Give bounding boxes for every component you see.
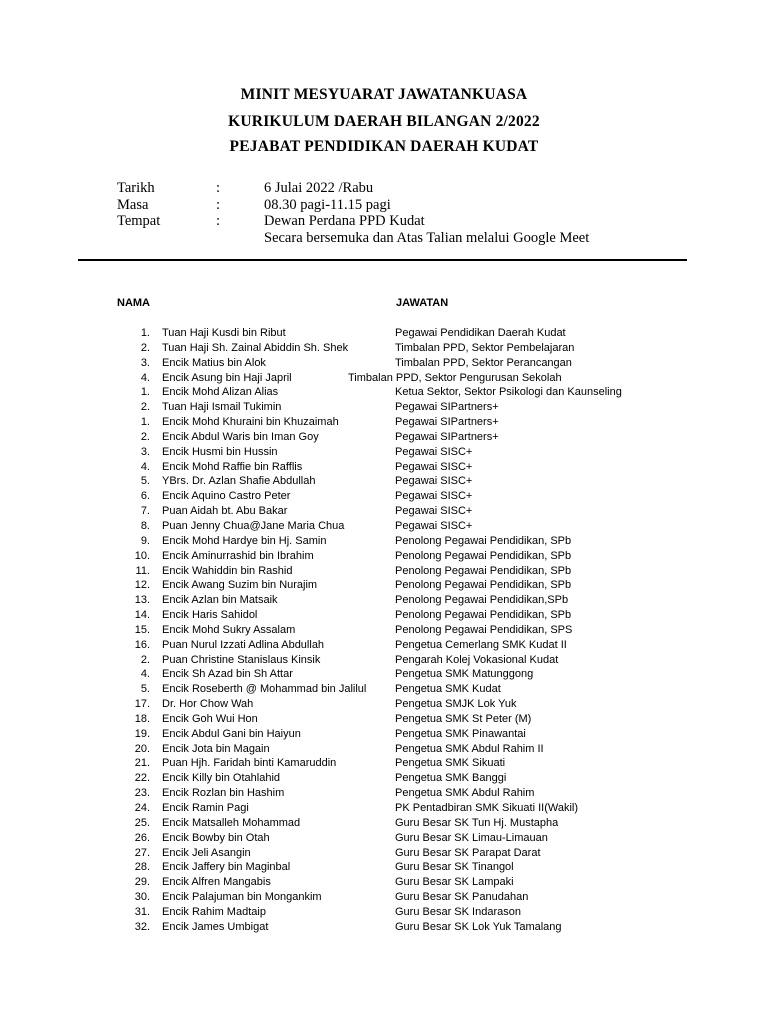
attendee-name: Encik Rahim Madtaip (162, 905, 266, 918)
row-number: 9. (140, 534, 150, 547)
row-number: 16. (134, 638, 150, 651)
list-item (0, 772, 768, 787)
list-item (0, 357, 768, 372)
list-item (0, 461, 768, 476)
row-number: 30. (134, 891, 150, 904)
attendee-name: Encik Mohd Sukry Assalam (162, 623, 296, 636)
attendee-position: Penolong Pegawai Pendidikan, SPb (395, 564, 572, 577)
attendee-position: Pengetua SMK Matunggong (395, 668, 534, 681)
date-value: 6 Julai 2022 /Rabu (264, 180, 374, 196)
row-number: 17. (134, 698, 150, 711)
attendee-position: Pegawai SISC+ (395, 505, 473, 518)
list-item (0, 817, 768, 832)
row-number: 24. (134, 802, 150, 814)
attendee-name: Encik Abdul Gani bin Haiyun (162, 727, 301, 740)
row-number: 4. (140, 460, 150, 473)
attendee-name: Encik Rozlan bin Hashim (162, 787, 285, 800)
document-title-line-3: PEJABAT PENDIDIKAN DAERAH KUDAT (229, 138, 539, 155)
document-title-line-2: KURIKULUM DAERAH BILANGAN 2/2022 (228, 113, 540, 130)
list-item (0, 757, 768, 772)
venue-label: Tempat (117, 213, 161, 229)
row-number: 23. (134, 787, 150, 800)
attendee-name: Encik Mohd Hardye bin Hj. Samin (162, 534, 327, 547)
list-item (0, 787, 768, 802)
row-number: 13. (134, 594, 150, 607)
list-item (0, 639, 768, 654)
attendee-name: Encik Aminurrashid bin Ibrahim (162, 549, 314, 562)
time-value: 08.30 pagi-11.15 pagi (264, 196, 391, 213)
attendee-position: Guru Besar SK Tinangol (395, 861, 514, 874)
row-number: 8. (140, 519, 150, 532)
attendee-name: Encik James Umbigat (162, 920, 269, 933)
row-number: 25. (134, 816, 150, 829)
row-number: 27. (134, 846, 150, 859)
list-item (0, 654, 768, 669)
attendee-position: Pegawai SISC+ (395, 460, 473, 473)
row-number: 28. (134, 861, 150, 874)
list-item (0, 416, 768, 431)
list-item (0, 743, 768, 758)
attendee-name: Encik Jeli Asangin (162, 846, 251, 859)
attendee-name: Puan Jenny Chua@Jane Maria Chua (162, 519, 345, 532)
attendee-name: Puan Hjh. Faridah binti Kamaruddin (162, 757, 337, 770)
attendee-position: Pegawai Pendidikan Daerah Kudat (395, 327, 566, 339)
attendee-position: PK Pentadbiran SMK Sikuati II(Wakil) (395, 802, 578, 814)
attendee-name: Encik Jota bin Magain (162, 742, 270, 755)
list-item (0, 668, 768, 683)
row-number: 12. (134, 579, 150, 592)
separator: : (216, 213, 221, 229)
venue-value: Dewan Perdana PPD Kudat (264, 213, 425, 229)
attendee-name: Dr. Hor Chow Wah (162, 698, 254, 711)
attendee-name: Encik Aquino Castro Peter (162, 490, 291, 503)
row-number: 4. (140, 371, 150, 384)
list-item (0, 861, 768, 876)
row-number: 1. (140, 327, 150, 339)
row-number: 5. (140, 475, 150, 488)
attendee-position: Penolong Pegawai Pendidikan,SPb (395, 594, 569, 607)
list-item (0, 475, 768, 490)
attendee-name: Encik Abdul Waris bin Iman Goy (162, 430, 319, 443)
list-item (0, 624, 768, 639)
list-item (0, 505, 768, 520)
attendee-position: Pengetua SMK Sikuati (395, 757, 506, 770)
list-item (0, 520, 768, 535)
list-item (0, 565, 768, 580)
list-item (0, 579, 768, 594)
horizontal-divider (78, 259, 687, 261)
row-number: 4. (140, 668, 150, 681)
row-number: 7. (140, 505, 150, 518)
attendee-position: Penolong Pegawai Pendidikan, SPb (395, 534, 572, 547)
attendee-position: Pengarah Kolej Vokasional Kudat (395, 653, 559, 666)
attendee-name: Puan Christine Stanislaus Kinsik (162, 653, 321, 666)
attendee-position: Guru Besar SK Lok Yuk Tamalang (395, 920, 562, 933)
row-number: 10. (134, 549, 150, 562)
row-number: 2. (140, 430, 150, 443)
separator: : (216, 180, 221, 196)
row-number: 2. (140, 401, 150, 414)
list-item (0, 921, 768, 936)
attendee-name: Encik Mohd Alizan Alias (162, 386, 279, 399)
attendee-name: Encik Bowby bin Otah (162, 831, 270, 844)
row-number: 26. (134, 831, 150, 844)
list-item (0, 683, 768, 698)
attendee-name: Encik Jaffery bin Maginbal (162, 861, 291, 874)
row-number: 31. (134, 905, 150, 918)
list-item (0, 342, 768, 357)
list-item (0, 891, 768, 906)
attendee-position: Timbalan PPD, Sektor Pengurusan Sekolah (348, 371, 562, 384)
attendee-position: Pegawai SISC+ (395, 519, 473, 532)
date-label: Tarikh (117, 180, 155, 196)
time-label: Masa (117, 196, 149, 213)
attendee-position: Guru Besar SK Panudahan (395, 891, 529, 904)
attendee-name: Encik Goh Wui Hon (162, 712, 258, 725)
row-number: 6. (140, 490, 150, 503)
attendee-position: Pengetua SMK Abdul Rahim (395, 787, 535, 800)
attendee-position: Pegawai SIPartners+ (395, 416, 499, 429)
attendee-name: YBrs. Dr. Azlan Shafie Abdullah (162, 475, 316, 488)
attendee-name: Puan Nurul Izzati Adlina Abdullah (162, 638, 325, 651)
attendee-name: Encik Asung bin Haji Japril (162, 371, 292, 384)
attendee-name: Encik Azlan bin Matsaik (162, 594, 278, 607)
attendee-position: Pegawai SIPartners+ (395, 430, 499, 443)
list-item (0, 535, 768, 550)
list-item (0, 876, 768, 891)
attendee-position: Penolong Pegawai Pendidikan, SPS (395, 623, 573, 636)
list-item (0, 431, 768, 446)
attendee-position: Pengetua SMK Banggi (395, 772, 507, 785)
attendee-name: Encik Mohd Raffie bin Rafflis (162, 460, 303, 473)
list-item (0, 372, 768, 387)
attendee-name: Encik Alfren Mangabis (162, 876, 271, 889)
list-item (0, 490, 768, 505)
attendee-position: Pegawai SISC+ (395, 490, 473, 503)
row-number: 3. (140, 356, 150, 369)
attendee-position: Pegawai SISC+ (395, 445, 473, 458)
attendee-position: Pengetua SMJK Lok Yuk (395, 698, 517, 711)
row-number: 11. (135, 564, 150, 577)
attendee-name: Puan Aidah bt. Abu Bakar (162, 505, 288, 518)
attendee-position: Pegawai SIPartners+ (395, 401, 499, 414)
document-title-line-1: MINIT MESYUARAT JAWATANKUASA (240, 86, 528, 103)
attendee-name: Encik Matius bin Alok (162, 356, 266, 369)
attendee-name: Tuan Haji Ismail Tukimin (162, 401, 282, 414)
list-item (0, 698, 768, 713)
row-number: 15. (134, 623, 150, 636)
attendee-name: Encik Ramin Pagi (162, 802, 249, 814)
attendee-name: Encik Wahiddin bin Rashid (162, 564, 293, 577)
attendee-name: Encik Haris Sahidol (162, 609, 258, 622)
row-number: 5. (140, 683, 150, 696)
attendee-name: Encik Awang Suzim bin Nurajim (162, 579, 318, 592)
column-header-name: NAMA (117, 297, 150, 309)
attendee-position: Pengetua SMK Pinawantai (395, 727, 526, 740)
row-number: 19. (134, 727, 150, 740)
attendee-position: Timbalan PPD, Sektor Pembelajaran (395, 341, 575, 354)
list-item (0, 713, 768, 728)
attendee-list (0, 327, 768, 936)
row-number: 2. (140, 653, 150, 666)
row-number: 1. (140, 386, 150, 399)
list-item (0, 401, 768, 416)
attendee-position: Timbalan PPD, Sektor Perancangan (395, 356, 572, 369)
list-item (0, 802, 768, 817)
row-number: 21. (134, 757, 150, 770)
attendee-name: Encik Sh Azad bin Sh Attar (162, 668, 293, 681)
separator: : (216, 196, 221, 213)
row-number: 14. (134, 609, 150, 622)
attendee-position: Pengetua SMK St Peter (M) (395, 712, 532, 725)
attendee-name: Encik Palajuman bin Mongankim (162, 891, 322, 904)
venue-value-2: Secara bersemuka dan Atas Talian melalui Google Meet (264, 229, 590, 246)
list-item (0, 327, 768, 342)
list-item (0, 906, 768, 921)
row-number: 20. (134, 742, 150, 755)
row-number: 1. (140, 416, 150, 429)
row-number: 18. (134, 712, 150, 725)
row-number: 22. (134, 772, 150, 785)
attendee-position: Pengetua SMK Abdul Rahim II (395, 742, 544, 755)
attendee-name: Encik Mohd Khuraini bin Khuzaimah (162, 416, 339, 429)
attendee-name: Tuan Haji Sh. Zainal Abiddin Sh. Shek (162, 341, 349, 354)
attendee-position: Guru Besar SK Tun Hj. Mustapha (395, 816, 559, 829)
column-header-position: JAWATAN (396, 297, 449, 309)
attendee-position: Guru Besar SK Indarason (395, 905, 521, 918)
attendee-position: Guru Besar SK Parapat Darat (395, 846, 541, 859)
row-number: 32. (134, 920, 150, 933)
row-number: 2. (140, 341, 150, 354)
list-item (0, 847, 768, 862)
attendee-position: Pengetua SMK Kudat (395, 683, 501, 696)
list-item (0, 446, 768, 461)
attendee-position: Pegawai SISC+ (395, 475, 473, 488)
attendee-name: Encik Roseberth @ Mohammad bin Jalilul (162, 683, 367, 696)
attendee-name: Encik Matsalleh Mohammad (162, 816, 301, 829)
attendee-name: Encik Husmi bin Hussin (162, 445, 278, 458)
row-number: 29. (134, 876, 150, 889)
attendee-position: Penolong Pegawai Pendidikan, SPb (395, 579, 572, 592)
attendee-position: Penolong Pegawai Pendidikan, SPb (395, 609, 572, 622)
attendee-position: Pengetua Cemerlang SMK Kudat II (395, 638, 567, 651)
attendee-position: Guru Besar SK Limau-Limauan (395, 831, 548, 844)
attendee-position: Penolong Pegawai Pendidikan, SPb (395, 549, 572, 562)
attendee-name: Tuan Haji Kusdi bin Ribut (162, 327, 286, 339)
list-item (0, 728, 768, 743)
list-item (0, 594, 768, 609)
attendee-position: Guru Besar SK Lampaki (395, 876, 514, 889)
attendee-position: Ketua Sektor, Sektor Psikologi dan Kaunseling (395, 386, 622, 399)
row-number: 3. (140, 445, 150, 458)
list-item (0, 550, 768, 565)
list-item (0, 386, 768, 401)
attendee-name: Encik Killy bin Otahlahid (162, 772, 281, 785)
list-item (0, 609, 768, 624)
list-item (0, 832, 768, 847)
